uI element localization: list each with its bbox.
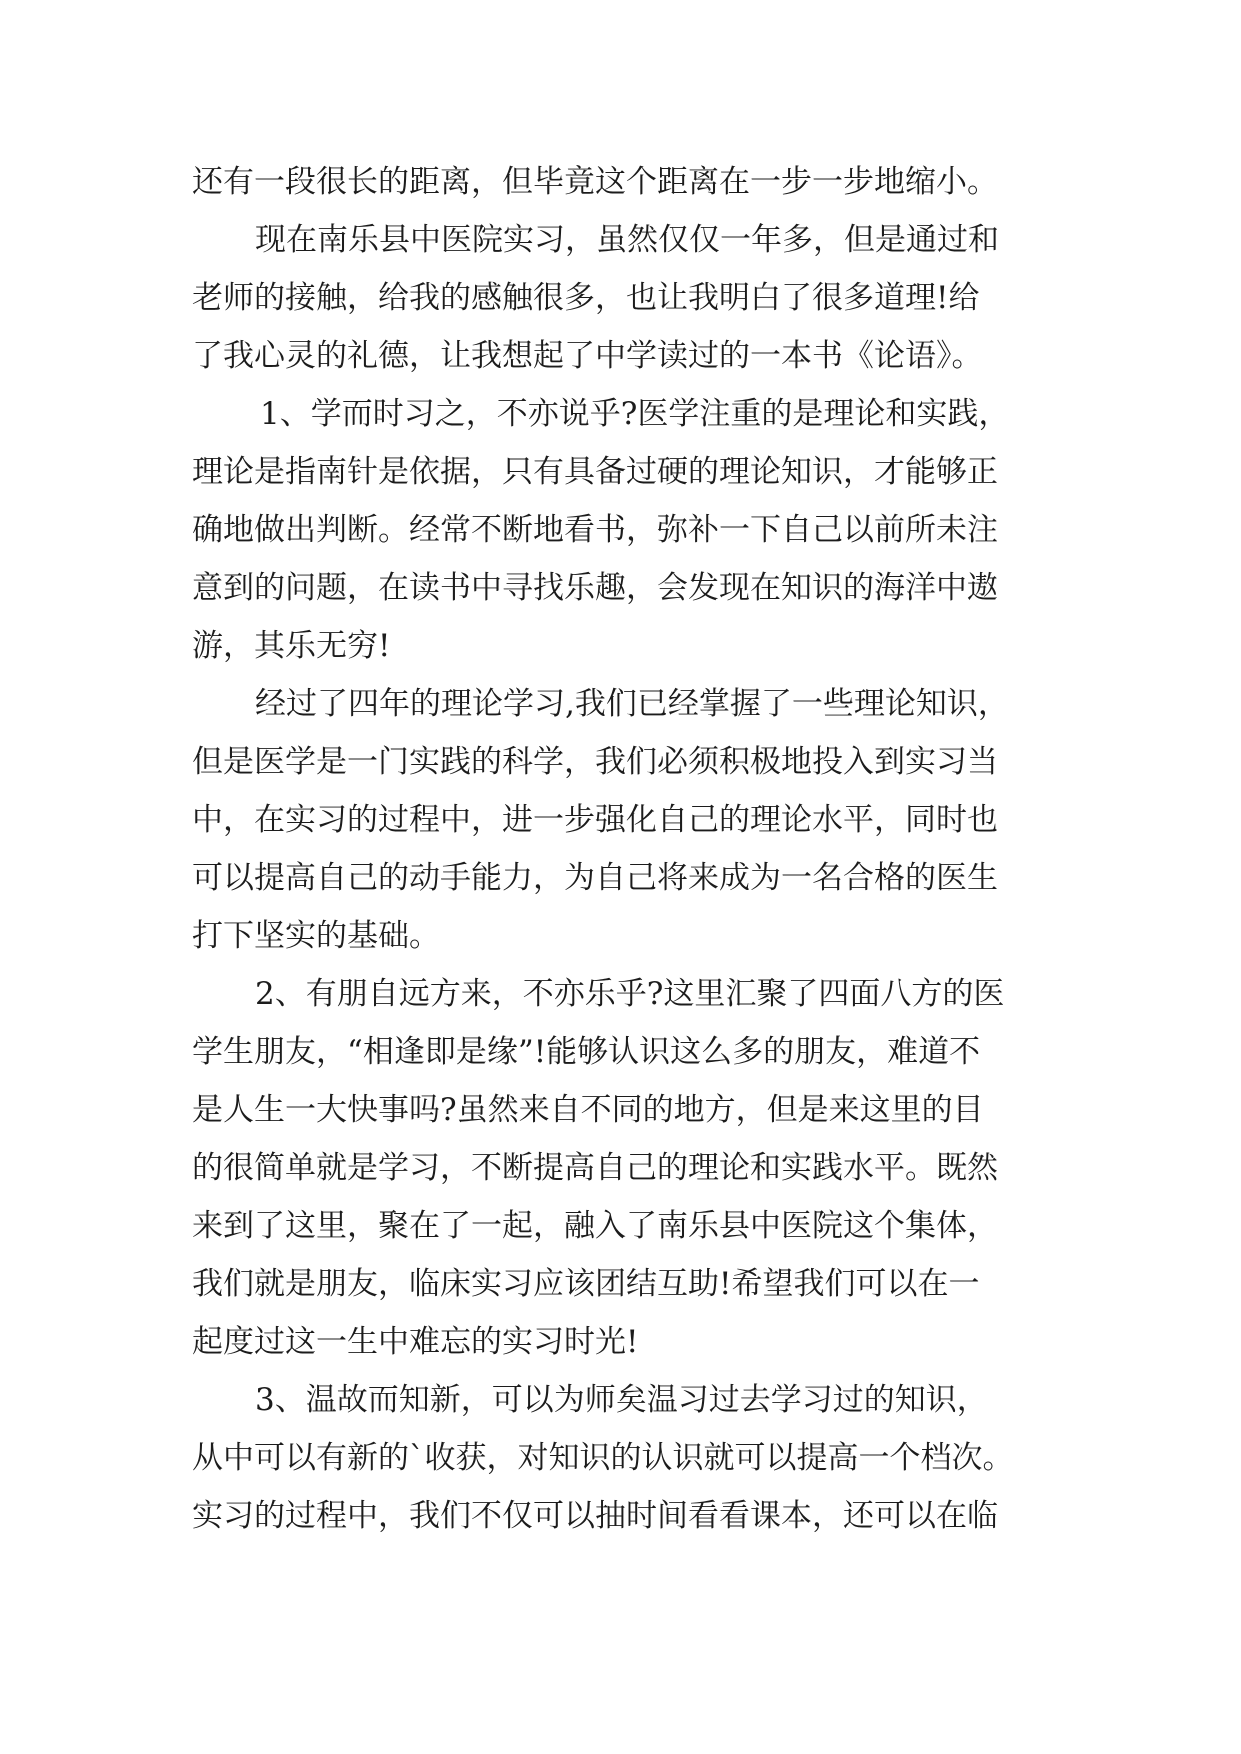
text-line: 起度过这一生中难忘的实习时光! [192, 1324, 639, 1360]
text-line: 1、学而时习之，不亦说乎?医学注重的是理论和实践， [260, 396, 1010, 432]
text-line: 还有一段很长的距离，但毕竟这个距离在一步一步地缩小。 [192, 164, 998, 200]
text-line: 确地做出判断。经常不断地看书，弥补一下自己以前所未注 [192, 512, 998, 548]
text-line: 可以提高自己的动手能力，为自己将来成为一名合格的医生 [192, 860, 998, 896]
text-line: 实习的过程中，我们不仅可以抽时间看看课本，还可以在临 [192, 1498, 998, 1534]
text-line: 但是医学是一门实践的科学，我们必须积极地投入到实习当 [192, 744, 998, 780]
text-line: 游，其乐无穷! [192, 628, 391, 664]
text-line: 2、有朋自远方来，不亦乐乎?这里汇聚了四面八方的医 [255, 976, 1005, 1012]
text-line: 从中可以有新的`收获，对知识的认识就可以提高一个档次。 [192, 1440, 1014, 1476]
text-line: 老师的接触，给我的感触很多，也让我明白了很多道理!给 [192, 280, 980, 316]
text-line: 打下坚实的基础。 [192, 918, 440, 954]
text-line: 来到了这里，聚在了一起，融入了南乐县中医院这个集体， [192, 1208, 998, 1244]
text-line: 了我心灵的礼德，让我想起了中学读过的一本书《论语》。 [192, 338, 983, 374]
text-line: 3、温故而知新，可以为师矣温习过去学习过的知识， [255, 1382, 988, 1418]
text-line: 是人生一大快事吗?虽然来自不同的地方，但是来这里的目 [192, 1092, 984, 1128]
text-line: 现在南乐县中医院实习，虽然仅仅一年多，但是通过和 [255, 222, 999, 258]
text-line: 的很简单就是学习，不断提高自己的理论和实践水平。既然 [192, 1150, 998, 1186]
text-line: 中，在实习的过程中，进一步强化自己的理论水平，同时也 [192, 802, 998, 838]
text-line: 理论是指南针是依据，只有具备过硬的理论知识，才能够正 [192, 454, 998, 490]
text-line: 学生朋友，“相逢即是缘”!能够认识这么多的朋友，难道不 [192, 1034, 981, 1070]
text-line: 我们就是朋友，临床实习应该团结互助!希望我们可以在一 [192, 1266, 980, 1302]
text-line: 意到的问题，在读书中寻找乐趣，会发现在知识的海洋中遨 [192, 570, 998, 606]
text-line: 经过了四年的理论学习,我们已经掌握了一些理论知识， [255, 686, 1009, 722]
